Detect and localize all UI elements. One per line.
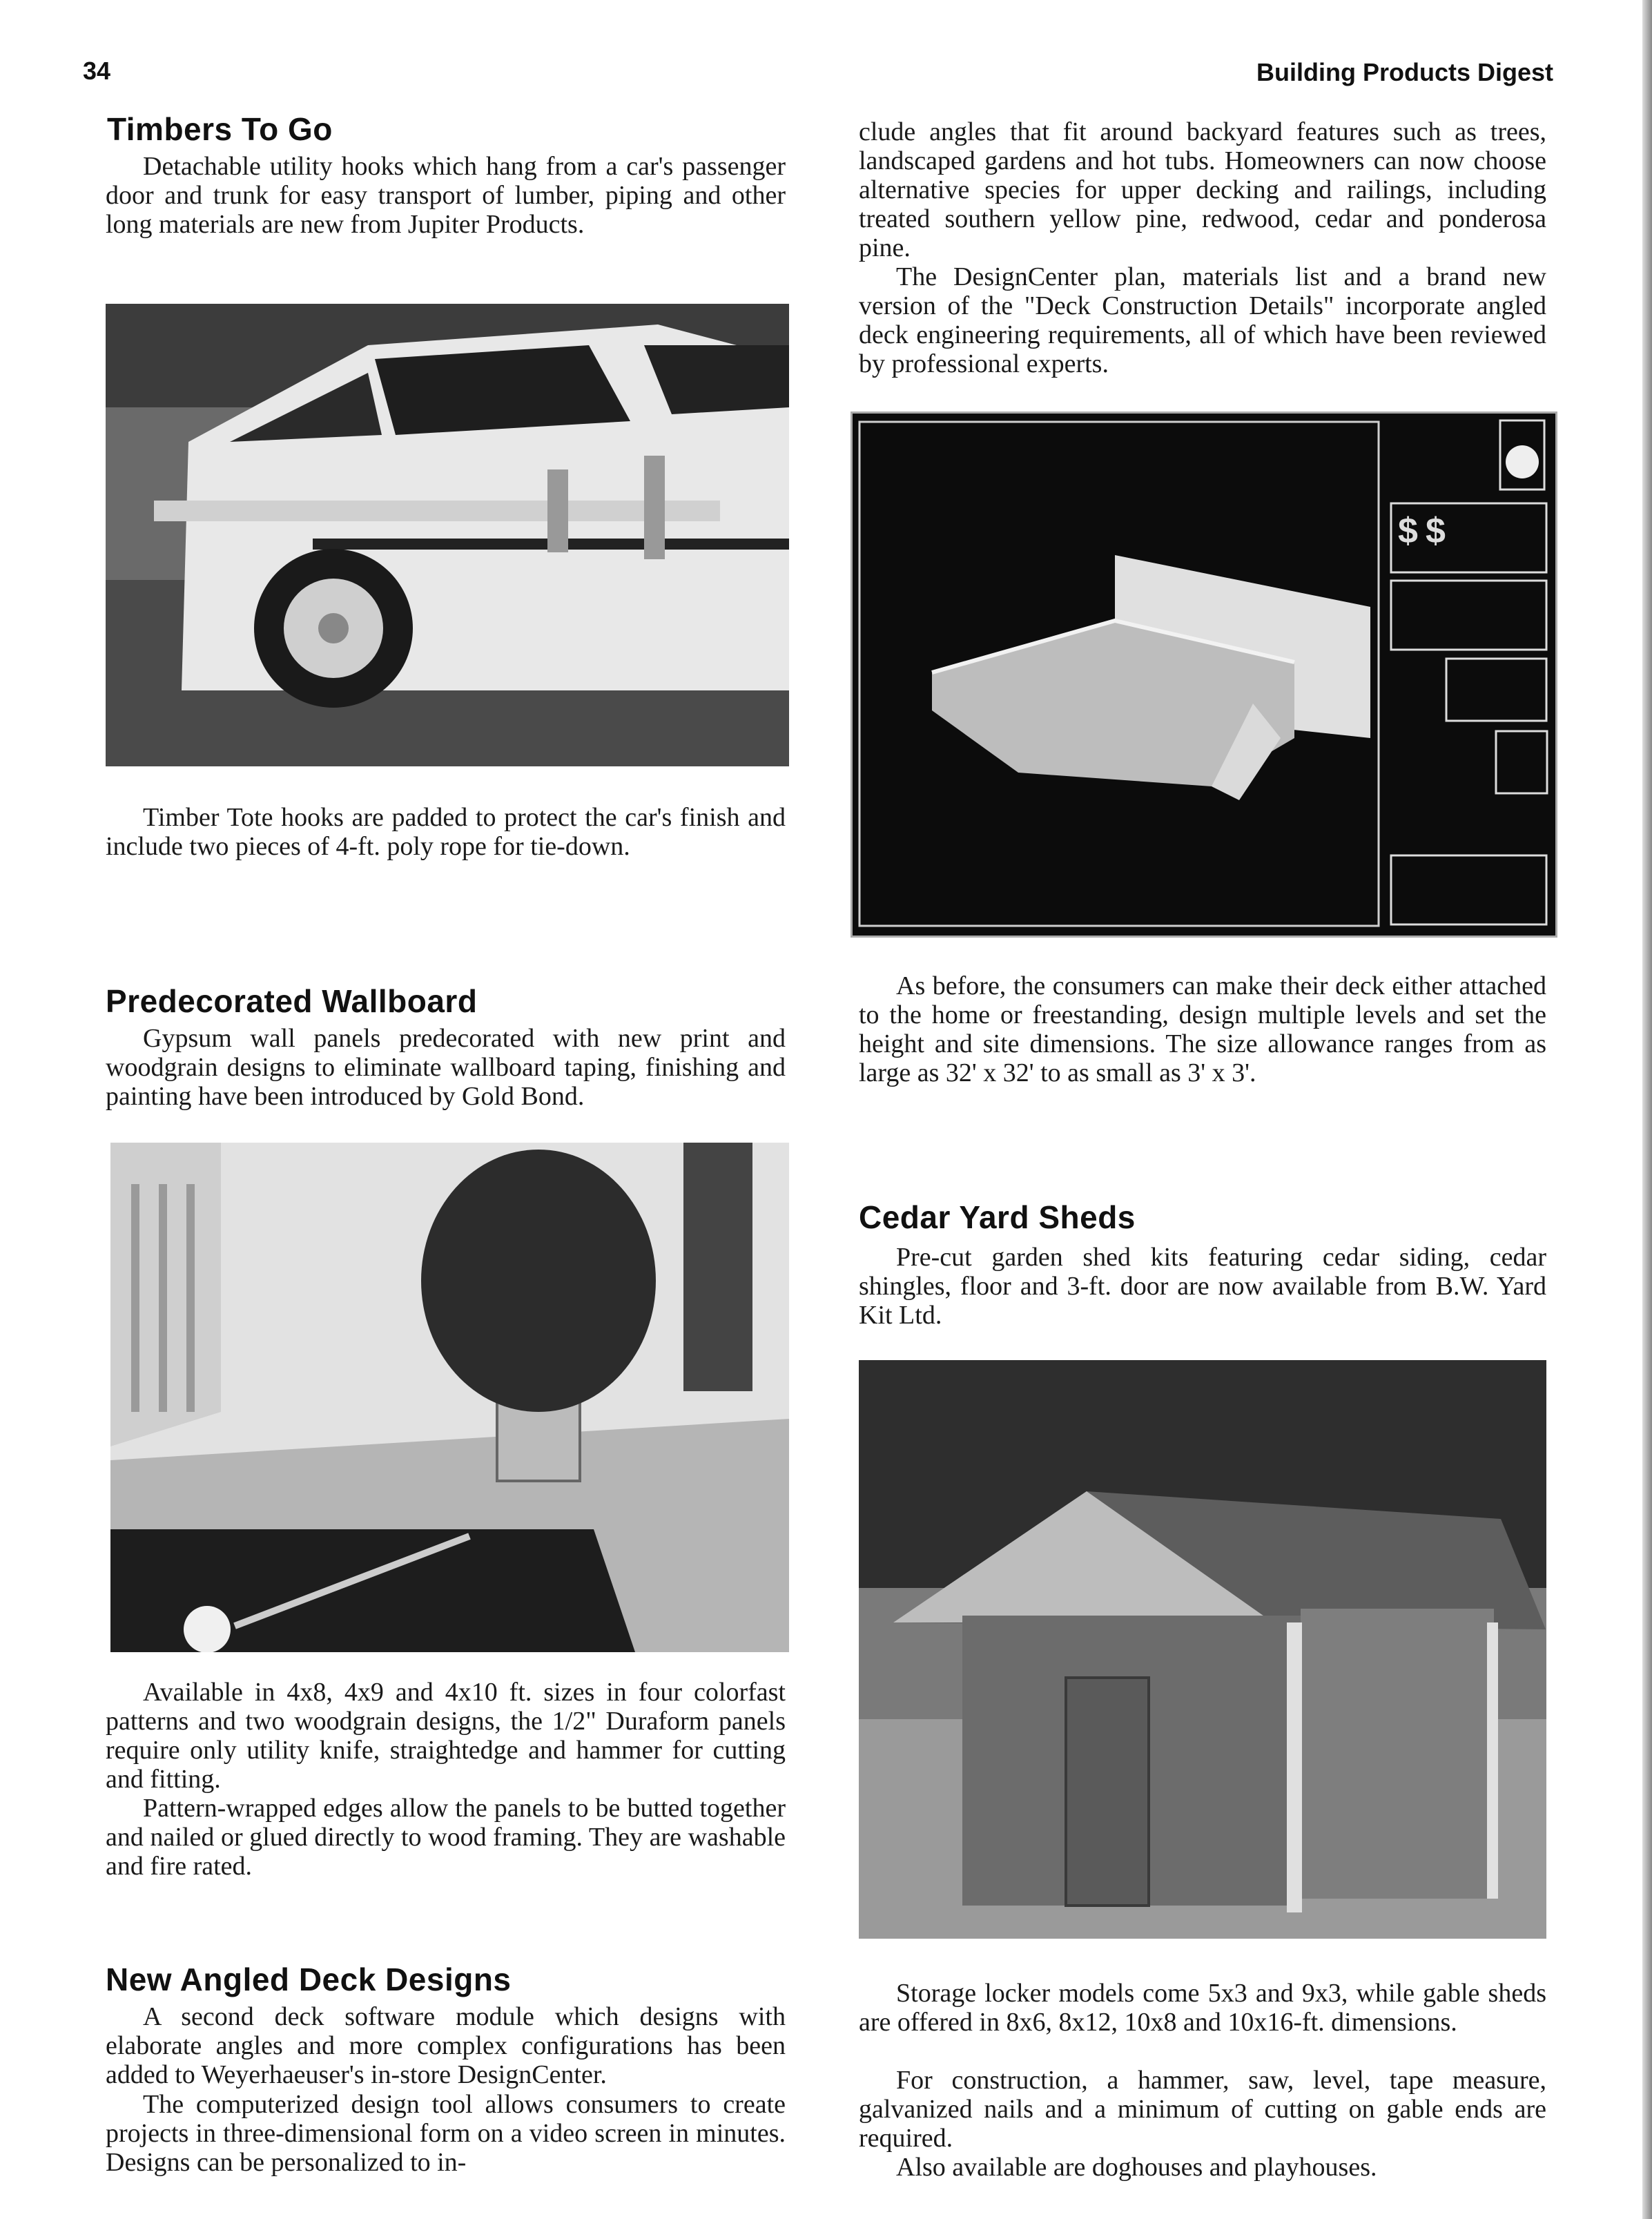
timbers-heading: Timbers To Go — [107, 111, 333, 147]
designcenter-screen-photo — [851, 411, 1557, 938]
wallboard-body: Gypsum wall panels predecorated with new print and woodgrain designs to eliminate wallboard taping, finishing and painting have been introduced by Gold Bond. — [106, 1024, 786, 1111]
cedar-shed-photo — [859, 1360, 1546, 1939]
timbers-caption: Timber Tote hooks are padded to protect the car's finish and include two pieces of 4-ft. poly rope for tie-down. — [106, 803, 786, 861]
page-edge — [1642, 0, 1652, 2219]
wallboard-caption-1: Available in 4x8, 4x9 and 4x10 ft. sizes in four colorfast patterns and two woodgrain designs, the 1/2" Duraform panels require only utility knife, straightedge and hammer for cutting and fitting. — [106, 1678, 786, 1794]
dollar-icon: $ — [1398, 511, 1418, 551]
deck-caption: As before, the consumers can make their deck either attached to the home or freestanding, design multiple levels and set the height and site dimensions. The size allowance ranges from as large as 32' x 32' to as small as 3' x 3'. — [859, 971, 1546, 1087]
publication-name: Building Products Digest — [1256, 58, 1553, 86]
sheds-caption-1: Storage locker models come 5x3 and 9x3, while gable sheds are offered in 8x6, 8x12, 10x8 and 10x16-ft. dimensions. — [859, 1979, 1546, 2037]
page-number: 34 — [83, 57, 111, 85]
sheds-body: Pre-cut garden shed kits featuring cedar siding, cedar shingles, floor and 3-ft. door are now available from B.W. Yard Kit Ltd. — [859, 1243, 1546, 1330]
wallboard-room-photo — [110, 1143, 789, 1652]
deck-heading: New Angled Deck Designs — [106, 1961, 512, 1997]
sheds-caption-3: Also available are doghouses and playhouses. — [896, 2153, 1377, 2182]
wallboard-caption-2: Pattern-wrapped edges allow the panels to be butted together and nailed or glued directly to wood framing. They are washable and fire rated. — [106, 1794, 786, 1881]
car-timber-tote-photo — [106, 304, 789, 766]
wallboard-heading: Predecorated Wallboard — [106, 983, 478, 1019]
timbers-body: Detachable utility hooks which hang from a car's passenger door and trunk for easy transport of lumber, piping and other long materials are new from Jupiter Products. — [106, 152, 786, 239]
sheds-heading: Cedar Yard Sheds — [859, 1199, 1136, 1235]
deck-body-1: A second deck software module which designs with elaborate angles and more complex configurations has been added to Weyerhaeuser's in-store DesignCenter. — [106, 2002, 786, 2089]
sheds-caption-2: For construction, a hammer, saw, level, tape measure, galvanized nails and a minimum of cutting on gable ends are required. — [859, 2066, 1546, 2153]
deck-body-2: The computerized design tool allows consumers to create projects in three-dimensional form on a video screen in minutes. Designs can be personalized to in- — [106, 2090, 786, 2177]
deck-continued-2: The DesignCenter plan, materials list and a brand new version of the "Deck Construction Details" incorporate angled deck engineering requirements, all of which have been reviewed by professional experts. — [859, 262, 1546, 378]
dollar-icon-2: $ — [1426, 511, 1446, 551]
deck-continued-1: clude angles that fit around backyard features such as trees, landscaped gardens and hot tubs. Homeowners can now choose alternative species for upper decking and railings, including treated southern yellow pine, redwood, cedar and ponderosa pine. — [859, 117, 1546, 262]
